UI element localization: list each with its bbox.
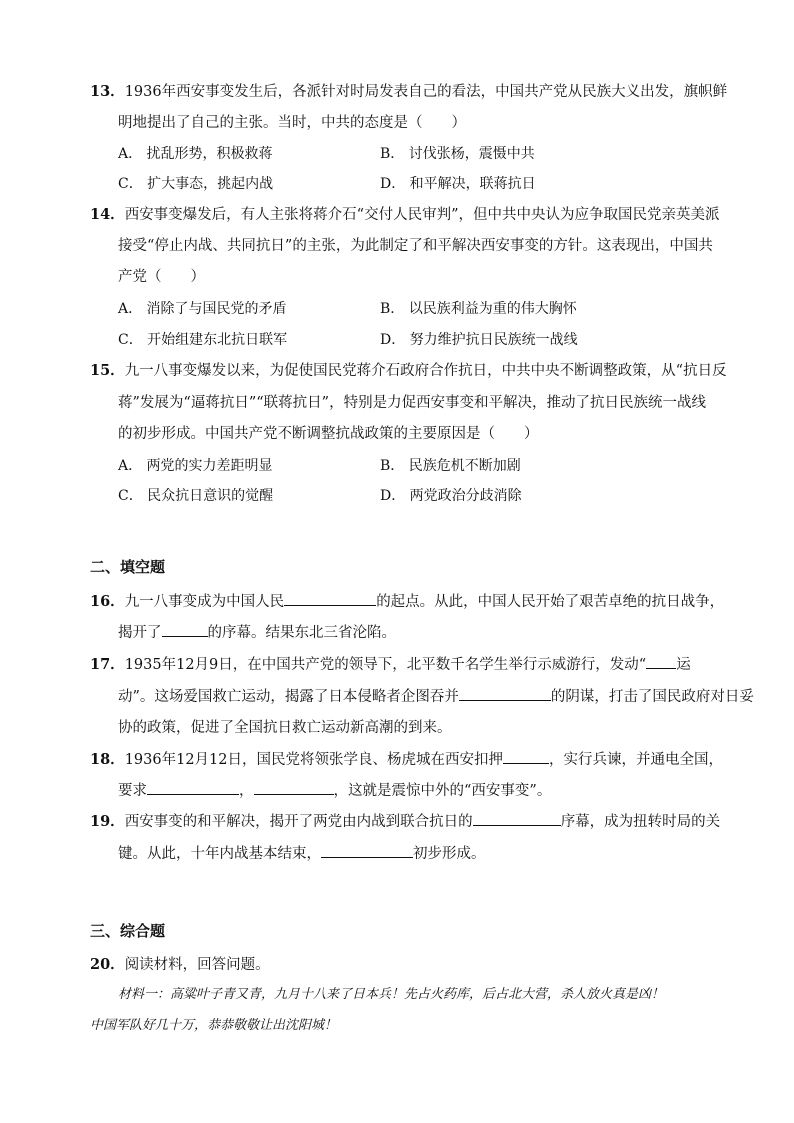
question-13-option-a: A． 扰乱形势，积极救蒋 [118, 146, 273, 162]
question-19-line-1 [90, 811, 720, 832]
question-19-text-a: 西安事变的和平解决，揭开了两党由内战到联合抗日的 [124, 814, 473, 830]
question-14-option-a: A． 消除了与国民党的矛盾 [118, 301, 287, 317]
question-15-option-a: A． 两党的实力差距明显 [118, 458, 273, 474]
question-18-text-b: ，实行兵谏，并通电全国， [549, 752, 723, 768]
question-14-line-2: 接受“停止内战、共同抗日”的主张，为此制定了和平解决西安事变的方针。这表现出，中国共 [118, 238, 713, 254]
question-18-text-c: 要求 [118, 783, 147, 799]
material-1-line-2: 中国军队好几十万，恭恭敬敬让出沈阳城！ [90, 1018, 338, 1033]
question-18-number: 18． [90, 751, 125, 768]
question-17-number: 17． [90, 656, 125, 673]
question-20-stem: 阅读材料，回答问题。 [124, 957, 270, 973]
question-14-option-c: C． 开始组建东北抗日联军 [118, 332, 288, 348]
answer-blank[interactable] [321, 843, 413, 858]
question-20-line-1 [90, 955, 720, 975]
question-16-text-b: 的起点。从此，中国人民开始了艰苦卓绝的抗日战争， [376, 594, 725, 610]
question-15-text-1: 九一八事变爆发以来，为促使国民党蒋介石政府合作抗日，中共中央不断调整政策，从“抗日反 [124, 363, 727, 379]
question-16-text-c: 揭开了 [118, 625, 162, 641]
question-13-line-1 [90, 82, 728, 102]
question-15-number: 15． [90, 362, 125, 379]
question-13-option-b: B． 讨伐张杨，震慑中共 [380, 146, 535, 162]
question-13-option-d: D． 和平解决，联蒋抗日 [380, 176, 536, 192]
section-fill-in-heading: 二、填空题 [90, 558, 166, 576]
section-comprehensive-heading: 三、综合题 [90, 922, 166, 940]
question-15-line-2: 蒋”发展为“逼蒋抗日”“联蒋抗日”，特别是力促西安事变和平解决，推动了抗日民族统一战线 [118, 395, 707, 411]
question-18-text-d: ， [239, 783, 254, 799]
question-19-number: 19． [90, 813, 125, 830]
question-14-line-1 [90, 205, 720, 225]
question-13-text-1: 1936年西安事变发生后，各派针对时局发表自己的看法，中国共产党从民族大义出发，旗帜鲜 [124, 84, 728, 100]
question-16-text-d: 的序幕。结果东北三省沦陷。 [207, 625, 396, 641]
answer-blank[interactable] [284, 591, 376, 606]
question-19-line-2 [118, 843, 748, 864]
question-18-text-a: 1936年12月12日，国民党将领张学良、杨虎城在西安扣押 [124, 752, 503, 768]
question-15-option-d: D． 两党政治分歧消除 [380, 488, 522, 504]
question-16-number: 16． [90, 593, 125, 610]
question-15-line-3: 的初步形成。中国共产党不断调整抗战政策的主要原因是（ ） [118, 426, 539, 442]
question-17-text-c: 动”。这场爱国救亡运动，揭露了日本侵略者企图吞并 [118, 689, 459, 705]
answer-blank[interactable] [503, 749, 549, 764]
answer-blank[interactable] [162, 622, 208, 637]
question-17-line-3: 协的政策，促进了全国抗日救亡运动新高潮的到来。 [118, 720, 452, 736]
question-18-line-1 [90, 749, 723, 770]
material-1-line-1: 材料一：高粱叶子青又青，九月十八来了日本兵！先占火药库，后占北大营，杀人放火真是凶！ [118, 987, 665, 1002]
question-14-text-1: 西安事变爆发后，有人主张将蒋介石“交付人民审判”，但中共中央认为应争取国民党亲英美派 [124, 207, 720, 223]
question-16-text-a: 九一八事变成为中国人民 [124, 594, 285, 610]
question-17-line-2 [118, 686, 754, 707]
question-19-text-d: 初步形成。 [413, 846, 486, 862]
question-18-text-e: ，这就是震惊中外的“西安事变”。 [333, 783, 552, 799]
answer-blank[interactable] [646, 654, 676, 669]
question-16-line-1 [90, 591, 725, 612]
question-16-line-2 [118, 622, 748, 643]
question-14-option-d: D． 努力维护抗日民族统一战线 [380, 332, 578, 348]
question-14-line-3: 产党（ ） [118, 269, 205, 285]
question-17-text-d: 的阴谋，打击了国民政府对日妥 [550, 689, 754, 705]
question-19-text-c: 键。从此，十年内战基本结束， [118, 846, 321, 862]
question-17-line-1 [90, 654, 720, 675]
question-13-number: 13． [90, 83, 125, 100]
question-15-option-c: C． 民众抗日意识的觉醒 [118, 488, 274, 504]
question-18-line-2 [118, 780, 748, 801]
question-13-option-c: C． 扩大事态，挑起内战 [118, 176, 274, 192]
question-14-number: 14． [90, 206, 125, 223]
answer-blank[interactable] [473, 811, 561, 826]
question-15-line-1 [90, 361, 727, 381]
question-17-text-a: 1935年12月9日，在中国共产党的领导下，北平数千名学生举行示威游行，发动“ [124, 657, 647, 673]
question-19-text-b: 序幕，成为扭转时局的关 [560, 814, 721, 830]
question-17-text-b: 运 [676, 657, 691, 673]
answer-blank[interactable] [254, 780, 334, 795]
question-15-option-b: B． 民族危机不断加剧 [380, 458, 521, 474]
question-14-option-b: B． 以民族利益为重的伟大胸怀 [380, 301, 577, 317]
answer-blank[interactable] [459, 686, 551, 701]
question-13-line-2: 明地提出了自己的主张。当时，中共的态度是（ ） [118, 115, 466, 131]
question-20-number: 20． [90, 956, 125, 973]
answer-blank[interactable] [147, 780, 239, 795]
